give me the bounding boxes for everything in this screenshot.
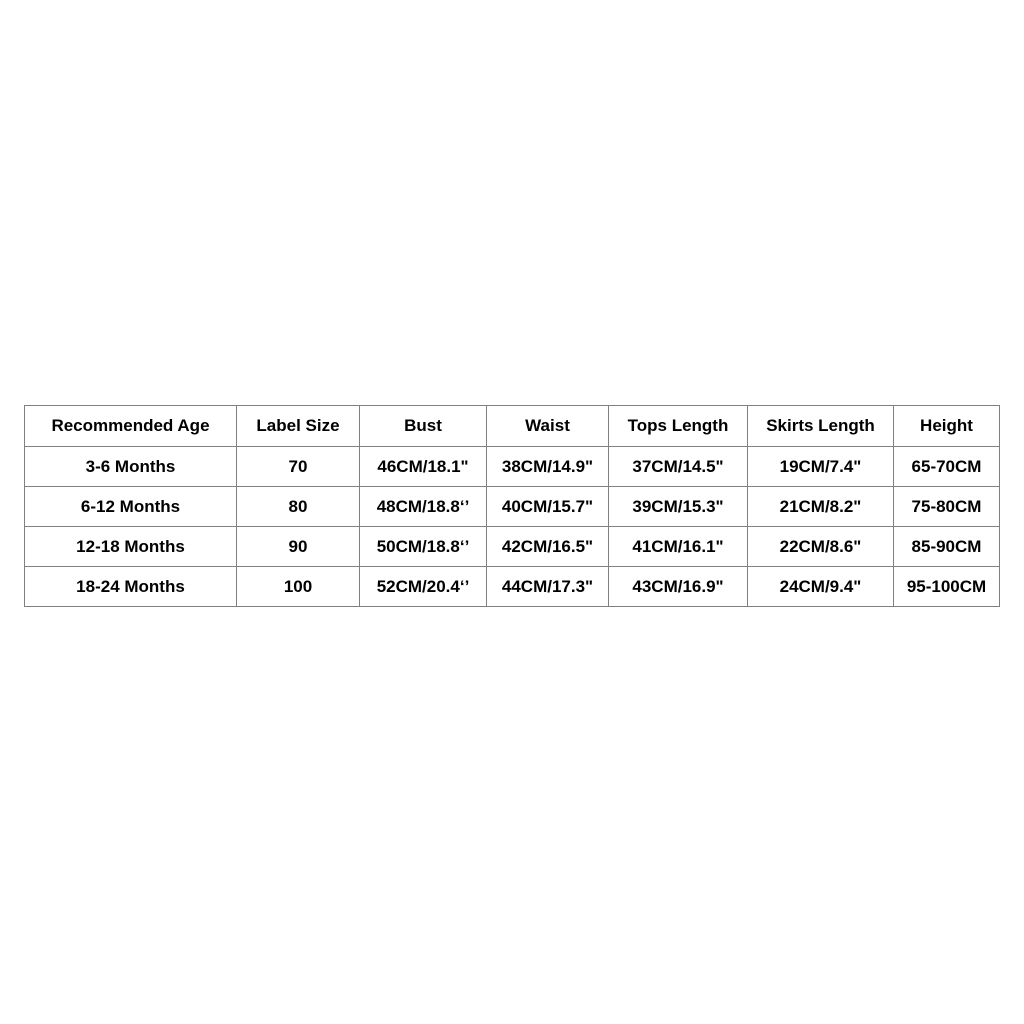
- cell-skirts-length: 21CM/8.2": [748, 487, 894, 527]
- cell-label-size: 70: [237, 447, 360, 487]
- cell-bust: 50CM/18.8‘’: [360, 527, 487, 567]
- cell-label-size: 80: [237, 487, 360, 527]
- header-height: Height: [894, 406, 1000, 447]
- cell-recommended-age: 6-12 Months: [25, 487, 237, 527]
- cell-tops-length: 37CM/14.5": [609, 447, 748, 487]
- cell-recommended-age: 12-18 Months: [25, 527, 237, 567]
- cell-recommended-age: 3-6 Months: [25, 447, 237, 487]
- cell-height: 85-90CM: [894, 527, 1000, 567]
- header-tops-length: Tops Length: [609, 406, 748, 447]
- cell-label-size: 100: [237, 567, 360, 607]
- cell-label-size: 90: [237, 527, 360, 567]
- cell-skirts-length: 24CM/9.4": [748, 567, 894, 607]
- header-recommended-age: Recommended Age: [25, 406, 237, 447]
- cell-bust: 52CM/20.4‘’: [360, 567, 487, 607]
- header-skirts-length: Skirts Length: [748, 406, 894, 447]
- cell-waist: 40CM/15.7": [487, 487, 609, 527]
- cell-waist: 42CM/16.5": [487, 527, 609, 567]
- cell-waist: 44CM/17.3": [487, 567, 609, 607]
- header-row: [25, 406, 1000, 447]
- table-row: [25, 447, 1000, 487]
- table-row: [25, 527, 1000, 567]
- header-bust: Bust: [360, 406, 487, 447]
- cell-skirts-length: 19CM/7.4": [748, 447, 894, 487]
- cell-tops-length: 43CM/16.9": [609, 567, 748, 607]
- cell-height: 75-80CM: [894, 487, 1000, 527]
- cell-bust: 48CM/18.8‘’: [360, 487, 487, 527]
- table-row: [25, 487, 1000, 527]
- cell-height: 95-100CM: [894, 567, 1000, 607]
- cell-tops-length: 41CM/16.1": [609, 527, 748, 567]
- cell-tops-length: 39CM/15.3": [609, 487, 748, 527]
- cell-height: 65-70CM: [894, 447, 1000, 487]
- table-row: [25, 567, 1000, 607]
- size-chart-table: [24, 405, 1000, 607]
- header-waist: Waist: [487, 406, 609, 447]
- header-label-size: Label Size: [237, 406, 360, 447]
- cell-bust: 46CM/18.1": [360, 447, 487, 487]
- cell-recommended-age: 18-24 Months: [25, 567, 237, 607]
- cell-skirts-length: 22CM/8.6": [748, 527, 894, 567]
- cell-waist: 38CM/14.9": [487, 447, 609, 487]
